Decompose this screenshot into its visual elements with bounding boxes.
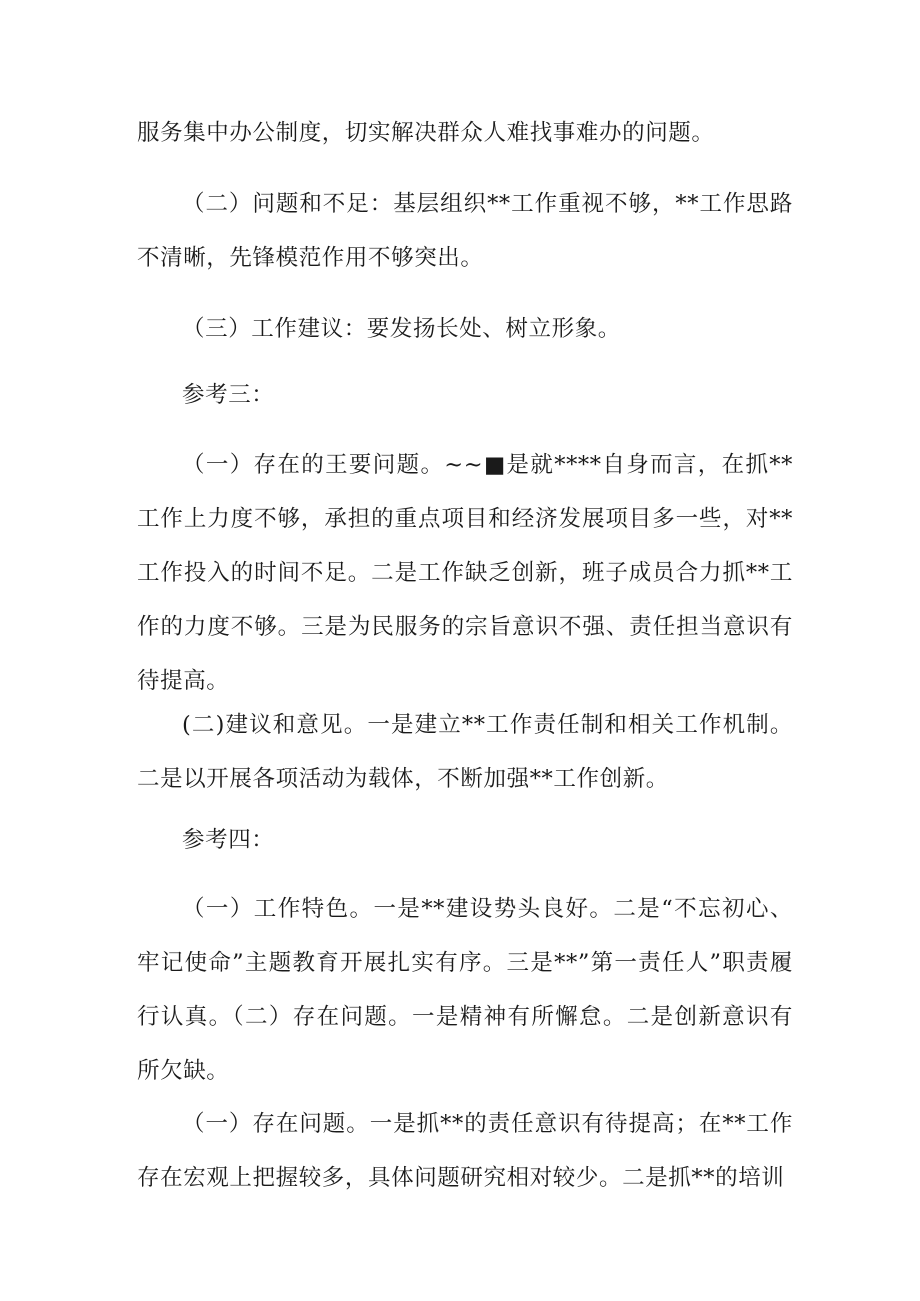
paragraph-main-problems: （一）存在的王要问题。~~■是就****自身而言，在抓**工作上力度不够，承担的重点项目和经济发展项目多一些，对**工作投入的时间不足。二是工作缺乏创新，班子成员合力抓**工作的力度不够。三是为民服务的宗旨意识不强、责任担当意识有待提高。 [137,452,793,694]
section-heading-reference-three: 参考三： [182,382,275,408]
section-heading-reference-four: 参考四： [182,827,275,853]
paragraph-continuation: 服务集中办公制度，切实解决群众人难找事难办的问题。 [137,120,715,146]
paragraph-existing-problems: （一）存在问题。一是抓**的责任意识有待提高；在**工作存在宏观上把握较多，具体问题研究相对较少。二是抓**的培训 [137,1111,793,1191]
paragraph-suggestions-opinions: (二)建议和意见。一是建立**工作责任制和相关工作机制。二是以开展各项活动为载体，不断加强**工作创新。 [137,712,793,792]
paragraph-work-suggestions: （三）工作建议：要发扬长处、树立形象。 [182,316,621,342]
paragraph-work-features: （一）工作特色。一是**建设势头良好。二是“不忘初心、牢记使命”主题教育开展扎实有序。三是**”第一责任人”职责履行认真。（二）存在问题。一是精神有所懈怠。二是创新意识有所欠缺。 [137,896,793,1084]
paragraph-problems-shortcomings: （二）问题和不足：基层组织**工作重视不够，**工作思路不清晰，先锋模范作用不够突出。 [137,191,793,271]
